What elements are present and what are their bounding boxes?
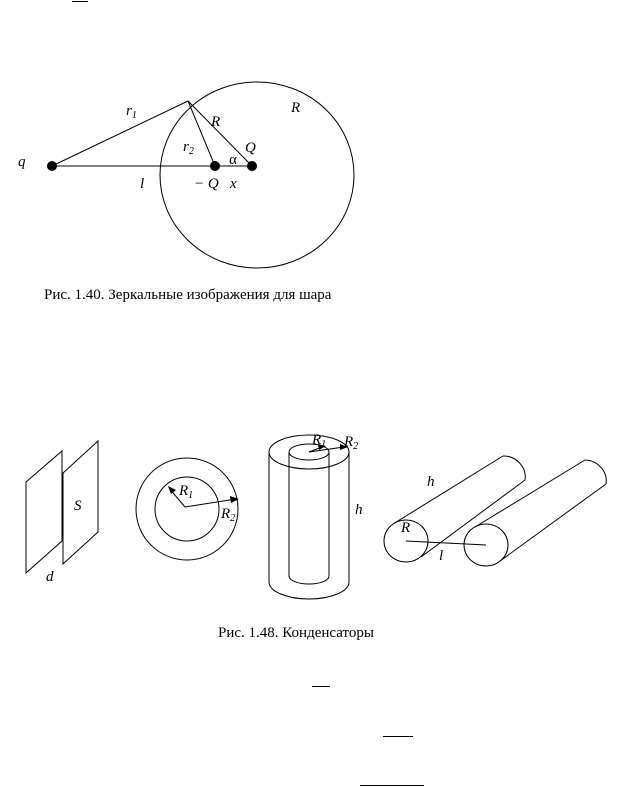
cylinder-outer-bottom [269, 582, 349, 599]
figure-1-48-caption: Рис. 1.48. Конденсаторы [218, 625, 374, 641]
line-point-to-Q [188, 101, 252, 166]
label-Q: Q [245, 140, 256, 156]
label-x: x [230, 176, 237, 192]
charge-Q-dot [247, 161, 257, 171]
label-S: S [74, 498, 82, 514]
wire-distance-line [406, 541, 486, 545]
label-l: l [140, 176, 145, 192]
wire-right-back [585, 460, 606, 484]
label-cyl-R2: $R_2$ [344, 434, 359, 452]
charge-minus-Q-dot [210, 161, 220, 171]
label-alpha: α [229, 152, 237, 168]
charge-q-dot [47, 161, 57, 171]
cylindrical-capacitor [269, 435, 349, 599]
fraction-bar-2 [383, 736, 413, 737]
plate-left [26, 451, 62, 573]
wire-right-bottom-edge [500, 484, 606, 561]
line-q-to-point [52, 101, 188, 166]
fraction-bar-3 [360, 785, 424, 786]
label-sphere-R2: $R_2$ [221, 506, 236, 524]
label-cyl-R1: $R_1$ [312, 432, 327, 450]
parallel-plate-capacitor [26, 441, 98, 573]
wire-left-bottom-edge [421, 480, 525, 557]
label-wire-h: h [427, 474, 435, 490]
label-r2: $r_2$ [183, 139, 194, 157]
wire-right-top-edge [475, 460, 585, 527]
figure-1-40-caption: Рис. 1.40. Зеркальные изображения для шара [44, 287, 332, 303]
label-q: q [18, 154, 26, 170]
fraction-bar-1 [312, 686, 330, 687]
label-wire-l: l [439, 548, 444, 564]
wire-left-top-edge [393, 456, 503, 524]
label-d: d [46, 569, 54, 585]
arrowhead-R1 [168, 486, 176, 494]
sphere-circle [160, 82, 354, 268]
figure-sphere-images [52, 82, 354, 268]
label-wire-R: R [401, 520, 411, 536]
two-cylinders-capacitor [384, 456, 606, 566]
label-cyl-h: h [355, 502, 363, 518]
label-R-radius: R [211, 114, 221, 130]
cylinder-inner-bottom [289, 576, 329, 584]
wire-left-back [503, 456, 525, 480]
label-R-sphere: R [291, 100, 301, 116]
label-minus-Q: − Q [194, 176, 219, 192]
label-sphere-R1: $R_1$ [179, 483, 194, 501]
label-r1: $r_1$ [126, 103, 137, 121]
